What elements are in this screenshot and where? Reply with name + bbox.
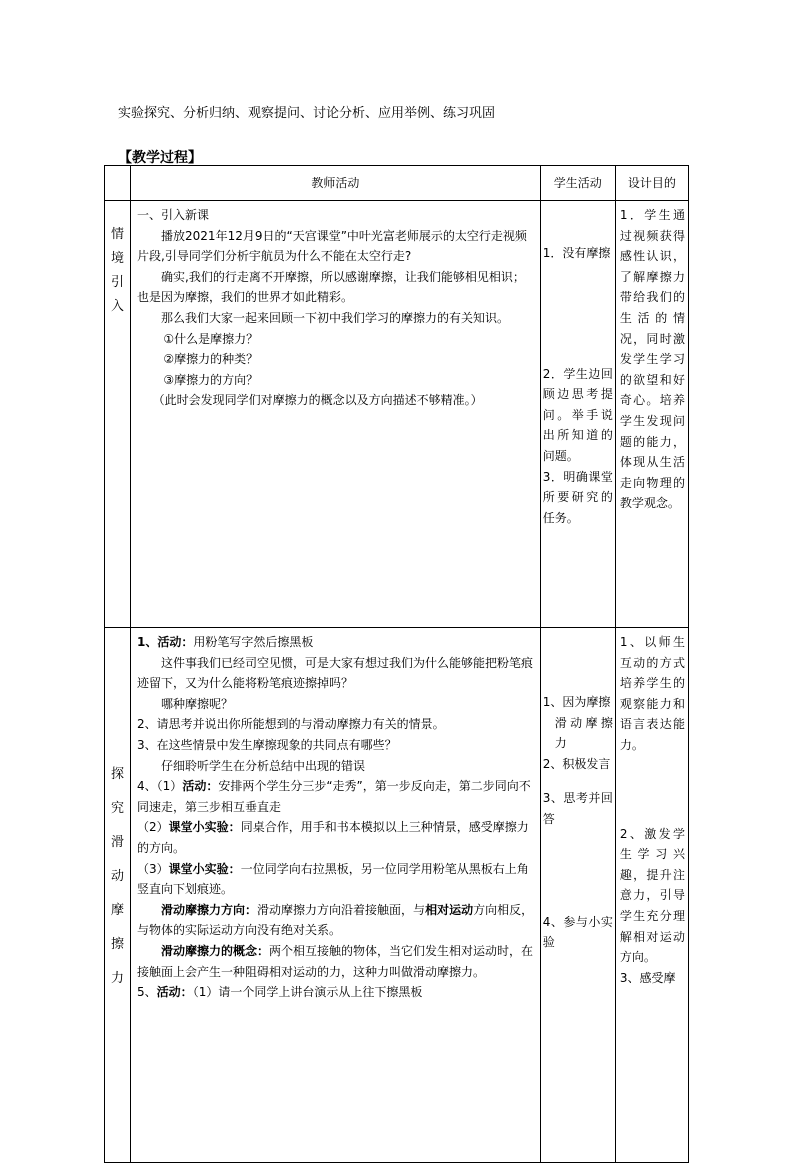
teacher-line: ①什么是摩擦力？ — [163, 331, 259, 346]
teacher-line: 哪种摩擦呢？ — [161, 696, 234, 711]
teacher-line: 3、在这些情景中发生摩擦现象的共同点有哪些？ — [137, 737, 397, 752]
teacher-line: （此时会发现同学们对摩擦力的概念以及方向描述不够精准。） — [152, 393, 483, 408]
goal-text: 3、感受摩 — [619, 970, 676, 985]
section-heading: 【教学过程】 — [118, 150, 202, 166]
student-line: 1．没有摩擦 — [542, 246, 611, 260]
table-row-sliding-friction — [105, 628, 689, 1163]
student-line: 4、参与小实验 — [542, 914, 613, 950]
student-activity-cell — [540, 628, 615, 1163]
teacher-line: 一、引入新课 — [137, 208, 210, 222]
student-line: 1、因为摩擦 — [542, 695, 611, 709]
header-design-purpose: 设计目的 — [615, 166, 688, 201]
teacher-line: 滑动摩擦力的概念：两个相互接触的物体，当它们发生相对运动时，在接触面上会产生一种阻碍相对运动的力，这种力叫做滑动摩擦力。 — [137, 943, 534, 979]
stage-label-sliding-friction: 探 究 滑 动 摩 擦 力 — [105, 628, 131, 1163]
goal-text: 1、以师生互动的方式培养学生的观察能力和语言表达能力。 — [619, 635, 685, 752]
header-teacher-activity: 教师活动 — [131, 166, 541, 201]
teacher-line: 仔细聆听学生在分析总结中出现的错误 — [161, 758, 366, 773]
student-line: 3．明确课堂所要研究的任务。 — [542, 469, 613, 525]
teacher-line: 那么我们大家一起来回顾一下初中我们学习的摩擦力的有关知识。 — [161, 310, 510, 325]
teacher-line: 播放2021年12月9日的“天宫课堂”中叶光富老师展示的太空行走视频片段,引导同学们分析宇航员为什么不能在太空行走? — [137, 228, 527, 264]
student-line: 3、思考并回答 — [542, 791, 613, 826]
teaching-methods-line: 实验探究、分析归纳、观察提问、讨论分析、应用举例、练习巩固 — [118, 106, 496, 121]
teacher-line: 5、活动：（1）请一个同学上讲台演示从上往下擦黑板 — [137, 985, 423, 1000]
table-header-row — [105, 166, 689, 201]
goal-text: 1．学生通过视频获得感性认识，了解摩擦力带给我们的生活的情况，同时激发学生学习的欲望和好奇心。培养学生发现问题的能力，体现从生活走向物理的教学观念。 — [619, 208, 685, 511]
teacher-activity-cell — [131, 201, 541, 628]
teacher-activity-cell — [131, 628, 541, 1163]
header-blank — [105, 166, 131, 201]
teacher-line: 滑动摩擦力方向：滑动摩擦力方向沿着接触面，与相对运动方向相反，与物体的实际运动方向没有绝对关系。 — [137, 902, 534, 938]
goal-text: 2、激发学生学习兴趣，提升注意力，引导学生充分理解相对运动方向。 — [619, 826, 685, 965]
student-activity-cell — [540, 201, 615, 628]
teacher-line: 4、（1）活动：安排两个学生分三步“走秀”，第一步反向走，第二步同向不同速走，第三步相互垂直走 — [137, 779, 531, 814]
header-student-activity: 学生活动 — [540, 166, 615, 201]
student-line: 滑动摩擦力 — [554, 715, 613, 751]
student-line: 2、积极发言 — [542, 756, 611, 771]
table-row-introduction — [105, 201, 689, 628]
teacher-line: 1、活动：用粉笔写字然后擦黑板 — [137, 635, 314, 649]
teacher-line: （2）课堂小实验：同桌合作，用手和书本模拟以上三种情景，感受摩擦力的方向。 — [137, 820, 529, 855]
teacher-line: 确实,我们的行走离不开摩擦，所以感谢摩擦，让我们能够相见相识；也是因为摩擦，我们的世界才如此精彩。 — [137, 269, 525, 305]
teacher-line: 这件事我们已经司空见惯，可是大家有想过我们为什么能够能把粉笔痕迹留下，又为什么能将粉笔痕迹擦掉吗？ — [137, 655, 534, 691]
teacher-line: ③摩擦力的方向？ — [163, 372, 259, 387]
teacher-line: 2、请思考并说出你所能想到的与滑动摩擦力有关的情景。 — [137, 717, 445, 732]
teacher-line: （3）课堂小实验：一位同学向右拉黑板，另一位同学用粉笔从黑板右上角竖直向下划痕迹。 — [137, 861, 529, 897]
design-purpose-cell — [615, 201, 688, 628]
teacher-line: ②摩擦力的种类？ — [163, 352, 259, 367]
teaching-process-table — [104, 165, 689, 1163]
student-line: 2．学生边回顾边思考提问。举手说出所知道的问题。 — [542, 366, 613, 463]
design-purpose-cell — [615, 628, 688, 1163]
stage-label-introduction: 情 境 引 入 — [105, 201, 131, 628]
